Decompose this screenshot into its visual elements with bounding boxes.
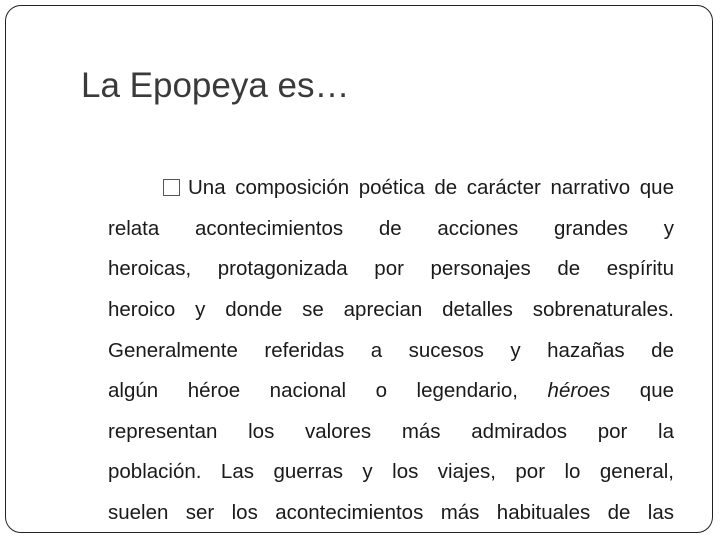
slide-frame <box>5 5 713 533</box>
body-line-5: Generalmente referidas a sucesos y hazañas de <box>108 339 674 362</box>
body-line-6-tail: que <box>639 379 675 402</box>
body-line-3: heroicas, protagonizada por personajes de espíritu <box>108 257 674 280</box>
body-line-8: población. Las guerras y los viajes, por lo general, <box>108 460 674 483</box>
body-line-7: representan los valores más admirados por la <box>108 420 674 443</box>
body-line-4: heroico y donde se aprecian detalles sobrenaturales. <box>108 298 674 321</box>
body-line-9: suelen ser los acontecimientos más habituales de las <box>108 501 674 524</box>
body-line-6-text: algún héroe nacional o legendario, <box>108 379 518 402</box>
checkbox-bullet-icon <box>163 179 180 196</box>
slide-title: La Epopeya es… <box>81 66 350 105</box>
body-line-6 <box>108 379 674 403</box>
body-line-2: relata acontecimientos de acciones grandes y <box>108 217 674 240</box>
italic-term: héroes <box>547 379 611 402</box>
body-line-1: Una composición poética de carácter narrativo que <box>188 176 674 199</box>
